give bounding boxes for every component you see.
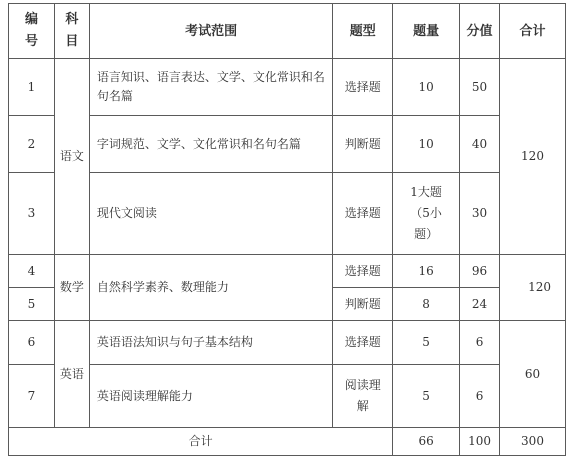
row-scope: 字词规范、文学、文化常识和名句名篇: [89, 116, 332, 173]
header-count: 题量: [393, 4, 460, 59]
row-scope: 英语阅读理解能力: [89, 365, 332, 428]
row-id: 5: [9, 288, 55, 321]
row-id: 3: [9, 173, 55, 255]
row-score: 40: [460, 116, 500, 173]
header-scope: 考试范围: [89, 4, 332, 59]
row-count: 10: [393, 59, 460, 116]
row-id: 2: [9, 116, 55, 173]
row-count: 1大题 （5小 题）: [393, 173, 460, 255]
row-score: 30: [460, 173, 500, 255]
row-type: 选择题: [333, 173, 393, 255]
row-score: 96: [460, 255, 500, 288]
row-id: 7: [9, 365, 55, 428]
row-score: 6: [460, 365, 500, 428]
total-english: 60: [500, 321, 566, 428]
subject-english: 英语: [54, 321, 89, 428]
header-type: 题型: [333, 4, 393, 59]
subject-chinese: 语文: [54, 59, 89, 255]
row-count: 10: [393, 116, 460, 173]
header-total: 合计: [500, 4, 566, 59]
row-type: 选择题: [333, 255, 393, 288]
total-chinese: 120: [500, 59, 566, 255]
row-count: 16: [393, 255, 460, 288]
table-row: [9, 173, 566, 255]
footer-total: 300: [500, 428, 566, 456]
row-type: 选择题: [333, 59, 393, 116]
table-row: [9, 365, 566, 428]
footer-label: 合计: [9, 428, 393, 456]
footer-row: [9, 428, 566, 456]
row-id: 4: [9, 255, 55, 288]
row-type: 判断题: [333, 288, 393, 321]
table-row: [9, 255, 566, 288]
row-count: 5: [393, 321, 460, 365]
subject-math: 数学: [54, 255, 89, 321]
row-scope: 现代文阅读: [89, 173, 332, 255]
header-subject: 科 目: [54, 4, 89, 59]
table-row: [9, 59, 566, 116]
row-score: 6: [460, 321, 500, 365]
row-id: 6: [9, 321, 55, 365]
row-count: 5: [393, 365, 460, 428]
row-id: 1: [9, 59, 55, 116]
header-score: 分值: [460, 4, 500, 59]
row-type: 选择题: [333, 321, 393, 365]
row-score: 24: [460, 288, 500, 321]
row-scope: 自然科学素养、数理能力: [89, 255, 332, 321]
row-score: 50: [460, 59, 500, 116]
footer-score: 100: [460, 428, 500, 456]
exam-scope-table: [8, 3, 566, 456]
header-row: [9, 4, 566, 59]
row-scope: 英语语法知识与句子基本结构: [89, 321, 332, 365]
footer-count: 66: [393, 428, 460, 456]
header-id: 编 号: [9, 4, 55, 59]
table-row: [9, 321, 566, 365]
row-count: 8: [393, 288, 460, 321]
row-type: 判断题: [333, 116, 393, 173]
table-row: [9, 116, 566, 173]
row-scope: 语言知识、语言表达、文学、文化常识和名句名篇: [89, 59, 332, 116]
row-type: 阅读理 解: [333, 365, 393, 428]
total-math: 120: [500, 255, 566, 321]
